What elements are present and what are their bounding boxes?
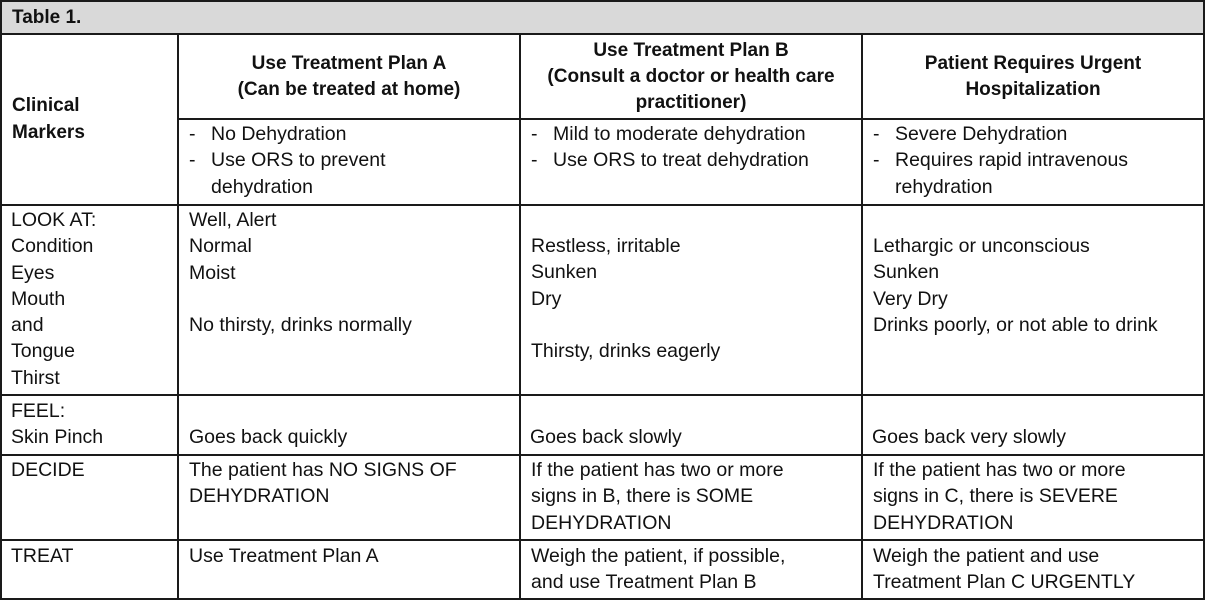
look-plan-b [521, 233, 859, 364]
look-label-line: Eyes [11, 261, 55, 284]
feel-plan-b [520, 424, 858, 450]
look-c-eyes: Sunken [873, 261, 940, 284]
feel-label-line: Skin Pinch [11, 426, 104, 449]
decide-c-line: DEHYDRATION [873, 511, 1014, 534]
col-header-plan-a-line1: Use Treatment Plan A [251, 52, 447, 74]
feel-plan-a [179, 424, 517, 450]
border-top [0, 0, 1205, 2]
subheader-b-item: - Mild to moderate dehydration [531, 121, 856, 147]
look-label-line: Condition [11, 235, 94, 258]
treat-a-line: Use Treatment Plan A [189, 545, 379, 567]
border-subheader-top [178, 118, 1205, 120]
col-header-plan-a-line2: (Can be treated at home) [237, 78, 461, 100]
clinical-markers-header [2, 35, 152, 204]
look-b-thirst: Thirsty, drinks eagerly [531, 340, 721, 363]
row-label-decide [2, 457, 177, 483]
look-c-mouth: Very Dry [873, 287, 948, 310]
feel-b-value: Goes back slowly [530, 426, 682, 448]
row-label-feel [2, 398, 177, 451]
look-label-line: and [11, 314, 44, 337]
decide-plan-c [863, 457, 1203, 536]
subheader-plan-a [179, 121, 499, 200]
col-header-plan-b-line2: (Consult a doctor or health care practitioner) [547, 65, 835, 113]
treat-plan-c [863, 543, 1203, 596]
subheader-c-item: - Requires rapid intravenous rehydration [873, 147, 1175, 200]
treat-b-line: and use Treatment Plan B [531, 571, 757, 594]
decide-c-line: If the patient has two or more [873, 459, 1126, 481]
feel-c-value: Goes back very slowly [872, 426, 1066, 448]
feel-plan-c [862, 424, 1200, 450]
col-header-plan-c-line1: Patient Requires Urgent [924, 52, 1142, 74]
look-b-mouth: Dry [531, 287, 562, 310]
treat-label: TREAT [11, 545, 74, 567]
treat-plan-b [521, 543, 859, 596]
subheader-a-item: - No Dehydration [189, 121, 499, 147]
treat-c-line: Treatment Plan C URGENTLY [873, 571, 1136, 594]
border-feel-top [0, 394, 1205, 396]
look-label-line: Thirst [11, 366, 60, 389]
treat-c-line: Weigh the patient and use [873, 545, 1100, 567]
col-header-plan-c-line2: Hospitalization [965, 78, 1101, 100]
decide-b-line: signs in B, there is SOME [531, 485, 754, 508]
subheader-a-item: - Use ORS to prevent dehydration [189, 147, 421, 200]
col-header-plan-b-line1: Use Treatment Plan B [593, 39, 789, 61]
decide-a-line: The patient has NO SIGNS OF [189, 459, 457, 481]
col-header-plan-c [863, 35, 1203, 118]
treat-plan-a [179, 543, 517, 569]
decide-b-line: DEHYDRATION [531, 511, 672, 534]
col-header-plan-b [521, 35, 861, 118]
row-label-treat [2, 543, 177, 569]
table-title-bar [2, 2, 1203, 33]
decide-label: DECIDE [11, 459, 85, 481]
decide-a-line: DEHYDRATION [189, 485, 330, 508]
feel-label-line: FEEL: [11, 400, 66, 422]
look-plan-a [179, 207, 517, 338]
table-title: Table 1. [12, 7, 82, 28]
look-a-eyes: Normal [189, 235, 252, 258]
look-plan-c [863, 233, 1203, 338]
feel-a-value: Goes back quickly [189, 426, 348, 448]
border-look-top [0, 204, 1205, 206]
clinical-markers-label: Clinical Markers [12, 95, 85, 143]
look-b-eyes: Sunken [531, 261, 598, 284]
decide-c-line: signs in C, there is SEVERE [873, 485, 1118, 508]
decide-plan-a [179, 457, 517, 510]
subheader-plan-b [521, 121, 856, 174]
look-label-line: Tongue [11, 340, 75, 363]
row-label-look [2, 207, 177, 391]
look-a-thirst: No thirsty, drinks normally [189, 314, 412, 337]
look-b-condition: Restless, irritable [531, 235, 681, 257]
subheader-plan-c [863, 121, 1183, 200]
look-c-thirst: Drinks poorly, or not able to drink [873, 313, 1158, 336]
look-a-condition: Well, Alert [189, 209, 277, 231]
border-treat-top [0, 539, 1205, 541]
decide-plan-b [521, 457, 859, 536]
decide-b-line: If the patient has two or more [531, 459, 784, 481]
look-label-line: LOOK AT: [11, 209, 97, 231]
col-header-plan-a [179, 35, 519, 118]
treat-b-line: Weigh the patient, if possible, [531, 545, 786, 567]
look-a-mouth: Moist [189, 261, 236, 284]
look-c-condition: Lethargic or unconscious [873, 235, 1090, 257]
look-label-line: Mouth [11, 287, 66, 310]
subheader-c-item: - Severe Dehydration [873, 121, 1183, 147]
border-decide-top [0, 454, 1205, 456]
subheader-b-item: - Use ORS to treat dehydration [531, 147, 856, 173]
